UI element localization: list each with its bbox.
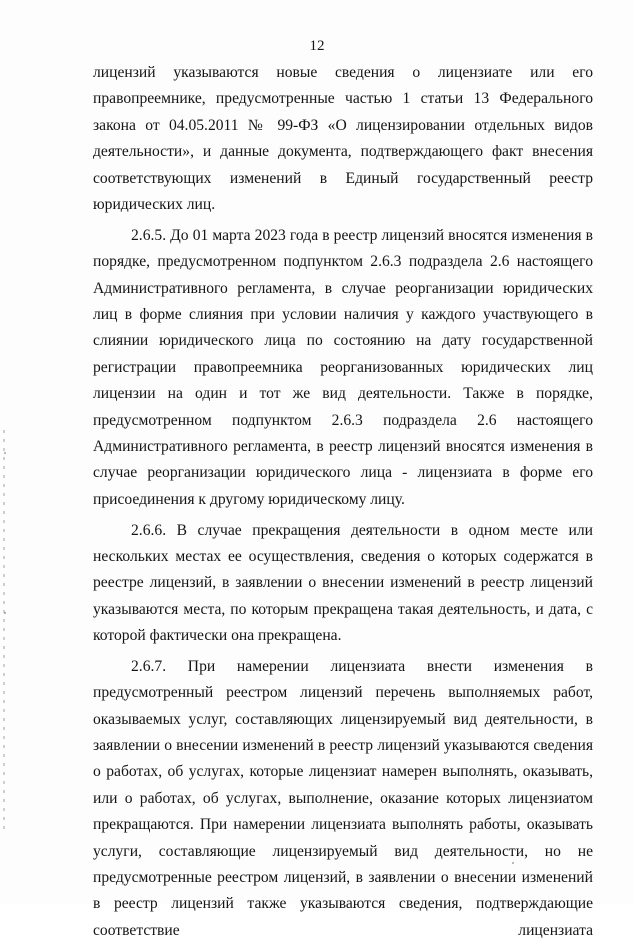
document-body (93, 60, 593, 949)
scan-edge-artifact (3, 430, 5, 830)
paragraph-2-6-6: 2.6.6. В случае прекращения деятельности в одном месте или нескольких местах ее осуществления, сведения о которых содержатся в реестре лицензий, в заявлении о внесении изменений в реестр лицензий указываются места, по которым прекращена такая деятельность, и дата, с которой фактически она прекращена. (93, 521, 593, 645)
scan-dot-artifact (4, 452, 6, 454)
paragraph-2-6-5: 2.6.5. До 01 марта 2023 года в реестр лицензий вносятся изменения в порядке, предусмотренном подпунктом 2.6.3 подраздела 2.6 настоящего Административного регламента, в случае реорганизации юридических лиц в форме слияния при условии наличия у каждого участвующего в слиянии юридического лица по состоянию на дату государственной регистрации правопреемника реорганизованных юридических лиц лицензии на один и тот же вид деятельности. Также в порядке, предусмотренном подпунктом 2.6.3 подраздела 2.6 настоящего Административного регламента, в реестр лицензий вносятся изменения в случае реорганизации юридического лица - лицензиата в форме его присоединения к другому юридическому лицу. (93, 226, 593, 508)
page-number: 12 (309, 38, 325, 54)
paragraph-continuation: лицензий указываются новые сведения о лицензиате или его правопреемнике, предусмотренные частью 1 статьи 13 Федерального закона от 04.05.2011 № 99-ФЗ «О лицензировании отдельных видов деятельности», и данные документа, подтверждающего факт внесения соответствующих изменений в Единый государственный реестр юридических лиц. (93, 64, 593, 214)
scan-dot-artifact (4, 612, 6, 614)
paragraph-2-6-7: 2.6.7. При намерении лицензиата внести изменения в предусмотренный реестром лицензий перечень выполняемых работ, оказываемых услуг, составляющих лицензируемый вид деятельности, в заявлении о внесении изменений в реестр лицензий указываются сведения о работах, об услугах, которые лицензиат намерен выполнять, оказывать, или о работах, об услугах, выполнение, оказание которых лицензиатом прекращаются. При намерении лицензиата выполнять работы, оказывать услуги, составляющие лицензируемый вид деятельности, но не предусмотренные реестром лицензий, в заявлении о внесении изменений в реестр лицензий также указываются сведения, подтверждающие соответствие лицензиата (93, 657, 593, 939)
